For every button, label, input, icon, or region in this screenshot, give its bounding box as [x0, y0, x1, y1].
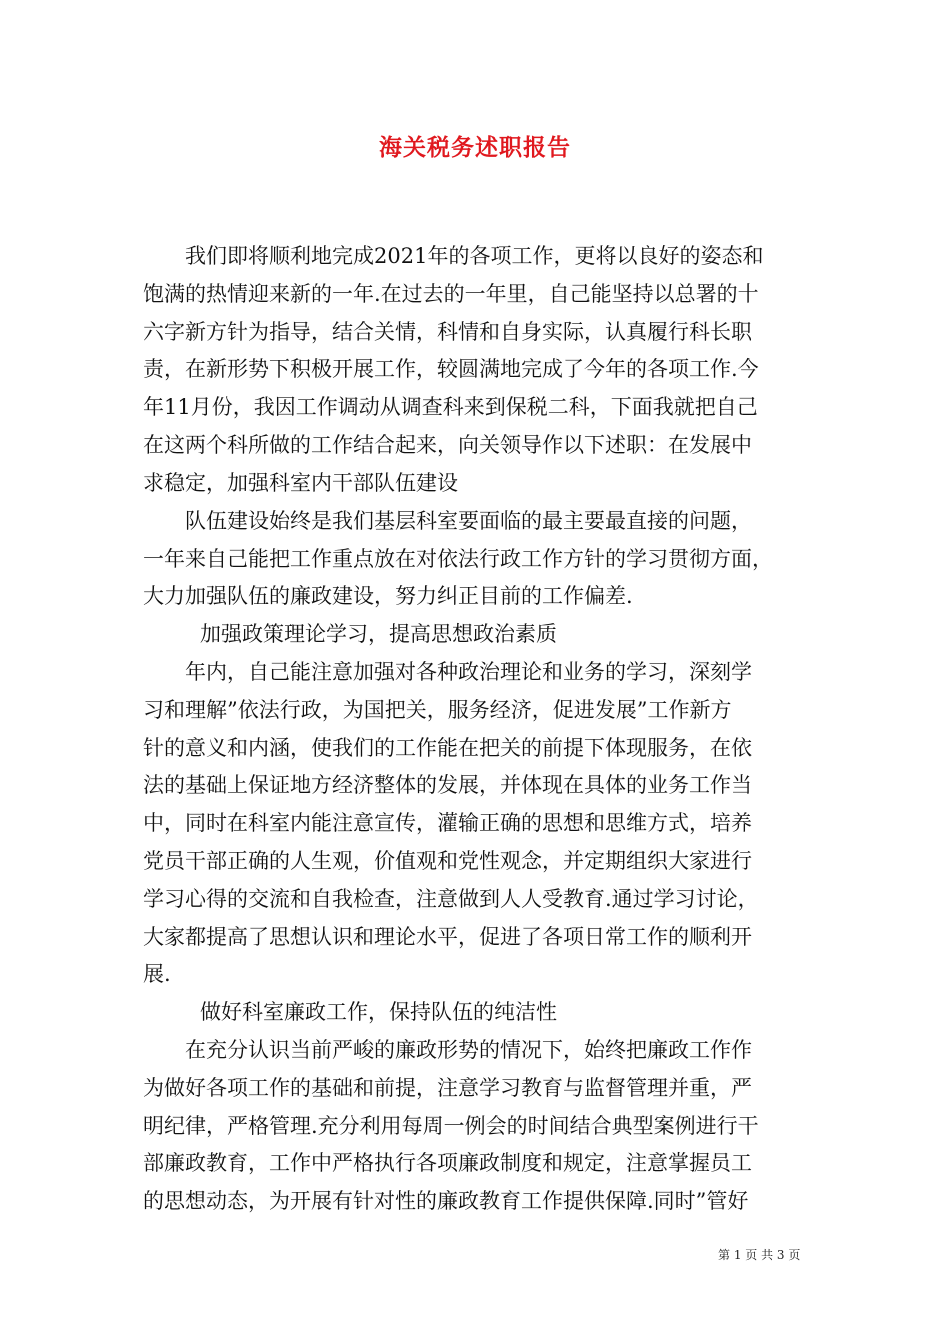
body-line: 党员干部正确的人生观，价值观和党性观念，并定期组织大家进行	[143, 849, 752, 873]
body-line: 一年来自己能把工作重点放在对依法行政工作方针的学习贯彻方面，	[143, 547, 773, 571]
body-line: 年11月份，我因工作调动从调查科来到保税二科，下面我就把自己	[143, 395, 758, 419]
document-title: 海关税务述职报告	[379, 134, 571, 161]
body-line: 针的意义和内涵，使我们的工作能在把关的前提下体现服务，在依	[143, 736, 752, 760]
body-line: 求稳定，加强科室内干部队伍建设	[143, 471, 458, 495]
body-line: 中，同时在科室内能注意宣传，灌输正确的思想和思维方式，培养	[143, 811, 752, 835]
body-line: 的思想动态，为开展有针对性的廉政教育工作提供保障.同时”管好	[143, 1189, 749, 1213]
section-heading: 加强政策理论学习，提高思想政治素质	[200, 622, 557, 646]
body-line: 在这两个科所做的工作结合起来，向关领导作以下述职：在发展中	[143, 433, 752, 457]
body-line: 部廉政教育，工作中严格执行各项廉政制度和规定，注意掌握员工	[143, 1151, 752, 1175]
body-line: 在充分认识当前严峻的廉政形势的情况下，始终把廉政工作作	[185, 1038, 752, 1062]
section-heading: 做好科室廉政工作，保持队伍的纯洁性	[200, 1000, 557, 1024]
page-number: 第 1 页 共 3 页	[718, 1248, 801, 1262]
body-line: 大家都提高了思想认识和理论水平，促进了各项日常工作的顺利开	[143, 925, 752, 949]
body-line: 习和理解”依法行政，为国把关，服务经济，促进发展”工作新方	[143, 698, 732, 722]
body-line: 为做好各项工作的基础和前提，注意学习教育与监督管理并重，严	[143, 1076, 752, 1100]
body-line: 学习心得的交流和自我检查，注意做到人人受教育.通过学习讨论，	[143, 887, 759, 911]
body-line: 我们即将顺利地完成2021年的各项工作，更将以良好的姿态和	[185, 244, 764, 268]
body-line: 责，在新形势下积极开展工作，较圆满地完成了今年的各项工作.今	[143, 357, 759, 381]
body-line: 展.	[143, 962, 171, 986]
body-line: 六字新方针为指导，结合关情，科情和自身实际，认真履行科长职	[143, 320, 752, 344]
body-line: 明纪律，严格管理.充分利用每周一例会的时间结合典型案例进行干	[143, 1114, 759, 1138]
body-line: 法的基础上保证地方经济整体的发展，并体现在具体的业务工作当	[143, 773, 752, 797]
body-line: 大力加强队伍的廉政建设，努力纠正目前的工作偏差.	[143, 584, 633, 608]
body-line: 年内，自己能注意加强对各种政治理论和业务的学习，深刻学	[185, 660, 752, 684]
body-line: 饱满的热情迎来新的一年.在过去的一年里，自己能坚持以总署的十	[143, 282, 759, 306]
body-line: 队伍建设始终是我们基层科室要面临的最主要最直接的问题，	[185, 509, 752, 533]
